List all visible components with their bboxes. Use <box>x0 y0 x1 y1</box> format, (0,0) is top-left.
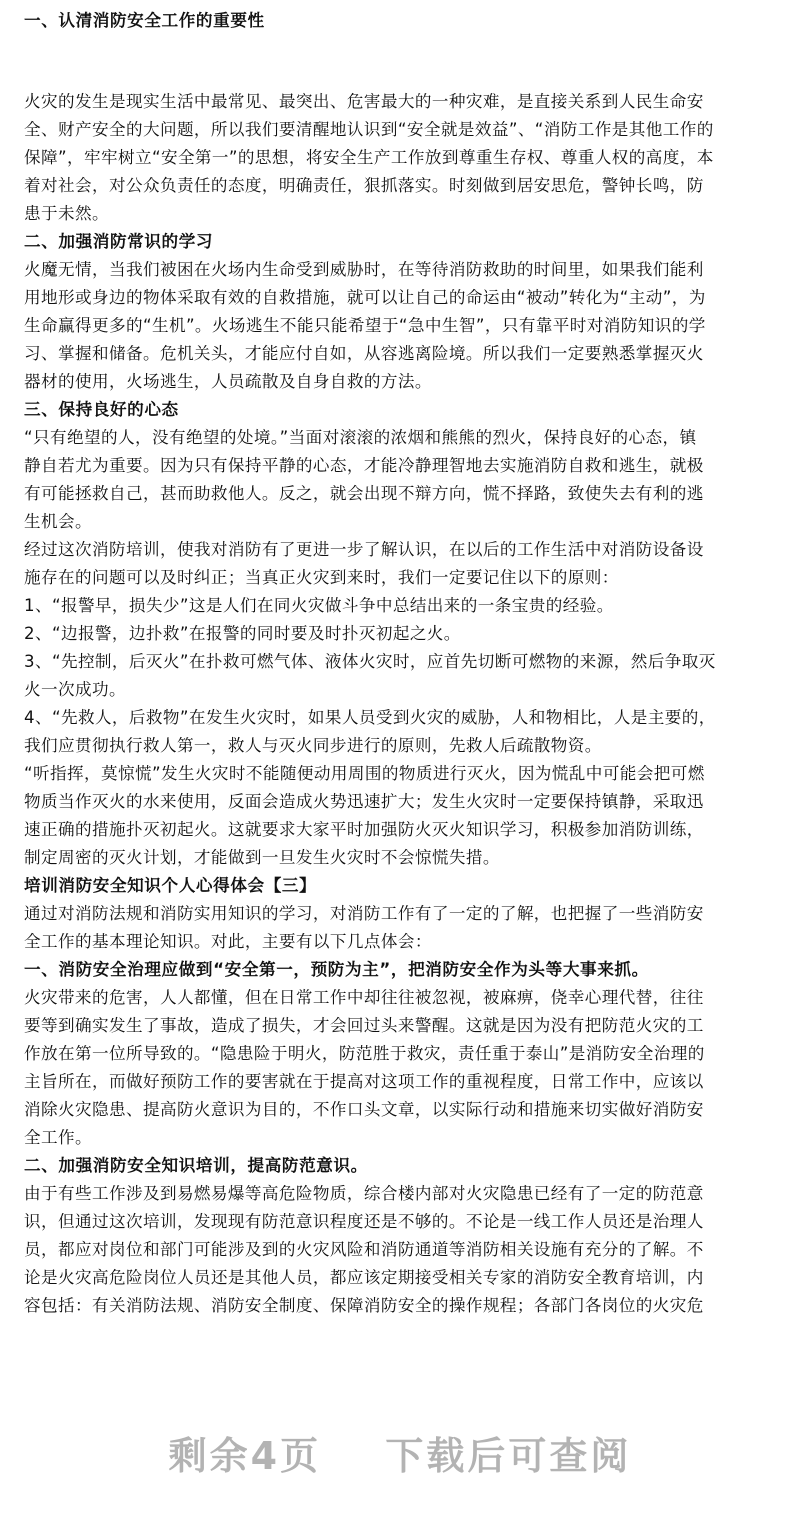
paragraph-line: 生命赢得更多的“生机”。火场逃生不能只能希望于“急中生智”，只有靠平时对消防知识的学 <box>24 316 706 335</box>
paragraph-line: 识，但通过这次培训，发现现有防范意识程度还是不够的。不论是一线工作人员还是治理人 <box>24 1212 704 1231</box>
paragraph-line: 器材的使用，火场逃生，人员疏散及自身自救的方法。 <box>24 372 432 391</box>
paragraph-line: 着对社会，对公众负责任的态度，明确责任，狠抓落实。时刻做到居安思危，警钟长鸣，防 <box>24 176 704 195</box>
paragraph-line: 员，都应对岗位和部门可能涉及到的火灾风险和消防通道等消防相关设施有充分的了解。不 <box>24 1240 704 1259</box>
paragraph-line: 由于有些工作涉及到易燃易爆等高危险物质，综合楼内部对火灾隐患已经有了一定的防范意 <box>24 1184 704 1203</box>
paragraph-line: 全、财产安全的大问题，所以我们要清醒地认识到“安全就是效益”、“消防工作是其他工作的 <box>24 120 714 139</box>
list-item: 火一次成功。 <box>24 680 126 699</box>
section-heading-3: 三、保持良好的心态 <box>24 400 179 419</box>
section-heading-2: 二、加强消防常识的学习 <box>24 232 214 251</box>
paragraph-line: 全工作的基本理论知识。对此，主要有以下几点体会： <box>24 932 432 951</box>
download-to-view-label: 下载后可查阅 <box>385 1434 632 1478</box>
paragraph-line: “只有绝望的人，没有绝望的处境。”当面对滚滚的浓烟和熊熊的烈火，保持良好的心态，镇 <box>24 428 697 447</box>
paragraph-line: 患于未然。 <box>24 204 109 223</box>
paragraph-line: 通过对消防法规和消防实用知识的学习，对消防工作有了一定的了解，也把握了一些消防安 <box>24 904 704 923</box>
paragraph-line: 经过这次消防培训，使我对消防有了更进一步了解认识，在以后的工作生活中对消防设备设 <box>24 540 704 559</box>
paragraph-line: 火魔无情，当我们被困在火场内生命受到威胁时，在等待消防救助的时间里，如果我们能利 <box>24 260 704 279</box>
list-item: 1、“报警早，损失少”这是人们在同火灾做斗争中总结出来的一条宝贵的经验。 <box>24 596 614 615</box>
paragraph-line: “听指挥，莫惊慌”发生火灾时不能随便动用周围的物质进行灭火，因为慌乱中可能会把可燃 <box>24 764 705 783</box>
paragraph-line: 物质当作灭火的水来使用，反面会造成火势迅速扩大；发生火灾时一定要保持镇静，采取迅 <box>24 792 704 811</box>
list-item: 4、“先救人，后救物”在发生火灾时，如果人员受到火灾的威胁，人和物相比，人是主要的， <box>24 708 716 727</box>
list-item: 2、“边报警，边扑救”在报警的同时要及时扑灭初起之火。 <box>24 624 461 643</box>
list-item: 3、“先控制，后灭火”在扑救可燃气体、液体火灾时，应首先切断可燃物的来源，然后争取灭 <box>24 652 716 671</box>
paragraph-line: 论是火灾高危险岗位人员还是其他人员，都应该定期接受相关专家的消防安全教育培训，内 <box>24 1268 704 1287</box>
paragraph-line: 要等到确实发生了事故，造成了损失，才会回过头来警醒。这就是因为没有把防范火灾的工 <box>24 1016 704 1035</box>
paragraph-line: 容包括：有关消防法规、消防安全制度、保障消防安全的操作规程；各部门各岗位的火灾危 <box>24 1296 704 1315</box>
paragraph-line: 习、掌握和储备。危机关头，才能应付自如，从容逃离险境。所以我们一定要熟悉掌握灭火 <box>24 344 704 363</box>
section-heading-4: 一、消防安全治理应做到“安全第一，预防为主”，把消防安全作为头等大事来抓。 <box>24 960 649 979</box>
paragraph-line: 全工作。 <box>24 1128 92 1147</box>
paragraph-line: 火灾带来的危害，人人都懂，但在日常工作中却往往被忽视，被麻痹，侥幸心理代替，往往 <box>24 988 704 1007</box>
paragraph-line: 作放在第一位所导致的。“隐患险于明火，防范胜于救灾，责任重于泰山”是消防安全治理的 <box>24 1044 705 1063</box>
section-heading-5: 二、加强消防安全知识培训，提高防范意识。 <box>24 1156 368 1175</box>
paragraph-line: 有可能拯救自己，甚而助救他人。反之，就会出现不辩方向，慌不择路，致使失去有利的逃 <box>24 484 704 503</box>
paragraph-line: 速正确的措施扑灭初起火。这就要求大家平时加强防火灭火知识学习，积极参加消防训练， <box>24 820 704 839</box>
paragraph-line: 保障”，牢牢树立“安全第一”的思想，将安全生产工作放到尊重生存权、尊重人权的高度，本 <box>24 148 714 167</box>
paragraph-line: 用地形或身边的物体采取有效的自救措施，就可以让自己的命运由“被动”转化为“主动”，为 <box>24 288 706 307</box>
remaining-pages-label: 剩余4页 <box>168 1434 322 1478</box>
list-item: 我们应贯彻执行救人第一，救人与灭火同步进行的原则，先救人后疏散物资。 <box>24 736 602 755</box>
paragraph-line: 制定周密的灭火计划，才能做到一旦发生火灾时不会惊慌失措。 <box>24 848 500 867</box>
paragraph-line: 主旨所在，而做好预防工作的要害就在于提高对这项工作的重视程度，日常工作中，应该以 <box>24 1072 704 1091</box>
section-heading-1: 一、认清消防安全工作的重要性 <box>24 11 265 30</box>
paragraph-line: 生机会。 <box>24 512 92 531</box>
paragraph-line: 火灾的发生是现实生活中最常见、最突出、危害最大的一种灾难，是直接关系到人民生命安 <box>24 92 704 111</box>
paragraph-line: 消除火灾隐患、提高防火意识为目的，不作口头文章，以实际行动和措施来切实做好消防安 <box>24 1100 704 1119</box>
paragraph-line: 静自若尤为重要。因为只有保持平静的心态，才能冷静理智地去实施消防自救和逃生，就极 <box>24 456 704 475</box>
article-title: 培训消防安全知识个人心得体会【三】 <box>24 876 317 895</box>
download-prompt[interactable] <box>0 1425 800 1480</box>
paragraph-line: 施存在的问题可以及时纠正；当真正火灾到来时，我们一定要记住以下的原则： <box>24 568 619 587</box>
